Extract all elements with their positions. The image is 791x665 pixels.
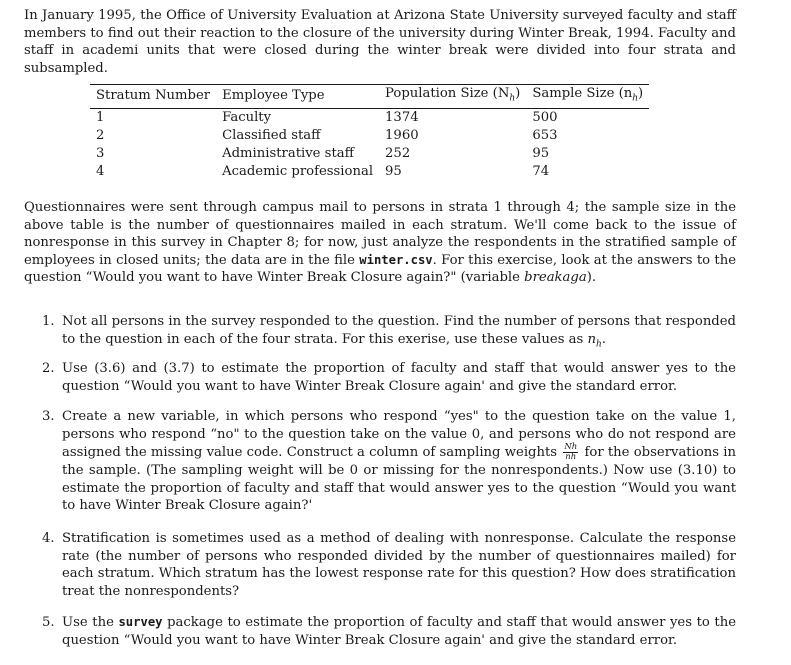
package-name: survey	[118, 615, 163, 629]
question-number: 3.	[42, 409, 55, 424]
cell-population: 1960	[385, 128, 419, 144]
question-number: 4.	[42, 531, 55, 546]
cell-stratum: 2	[96, 128, 105, 144]
question-4	[42, 530, 736, 600]
cell-stratum: 4	[96, 164, 105, 180]
variable-name: breakaga	[524, 270, 587, 286]
cell-population: 1374	[385, 109, 419, 125]
table-row	[90, 108, 649, 127]
table-row	[90, 163, 649, 181]
cell-employee-type: Classified staff	[222, 128, 321, 144]
header-employee-type: Employee Type	[216, 85, 379, 109]
question-text: Stratification is sometimes used as a method of dealing with nonresponse. Calculate the response rate (the number of persons who responded divided by the number of questionnaires mailed) for each stratum. Which stratum has the lowest response rate for this question? How does stratification treat the nonrespondents?	[62, 531, 736, 599]
cell-population: 252	[385, 146, 411, 162]
cell-stratum: 1	[96, 109, 105, 125]
header-sample-size: Sample Size $(n_h)$	[526, 85, 649, 109]
cell-stratum: 3	[96, 146, 105, 162]
intro-paragraph: In January 1995, the Office of University Evaluation at Arizona State University surveyed faculty and staff members to find out their reaction to the closure of the university during Winter Break, 1994. Faculty and staff in academi units that were closed during the winter break were divided into four strata and subsampled.	[24, 8, 736, 76]
cell-sample: 74	[532, 164, 550, 180]
weight-fraction: $\frac{Nh}{nh}$	[564, 442, 578, 463]
cell-employee-type: Administrative staff	[222, 146, 354, 162]
question-text: Use the survey package to estimate the proportion of faculty and staff that would answer yes to the question “Would you want to have Winter Break Closure again' and give the standard error.	[62, 615, 737, 648]
question-text: Create a new variable, in which persons who respond “yes" to the question take on the value 1, persons who respond “no" to the question take on the value 0, and persons who do not respond are assigned the missing value code. Construct a column of sampling weights $\frac{Nh}{nh}$ for the observations in the sample. (The sampling weight will be 0 or missing for the nonrespondents.) Now use (3.10) to estimate the proportion of faculty and staff that would answer yes to the question “Would you want to have Winter Break Closure again?'	[62, 409, 736, 514]
question-5	[42, 614, 736, 649]
cell-population: 95	[385, 164, 402, 180]
question-number: 1.	[42, 314, 55, 329]
body-paragraph: Questionnaires were sent through campus mail to persons in strata 1 through 4; the sample size in the above table is the number of questionnaires mailed in each stratum. We'll come back to the issue of nonresponse in this survey in Chapter 8; for now, just analyze the respondents in the stratified sample of employees in closed units; the data are in the file winter.csv. For this exercise, look at the answers to the question “Would you want to have Winter Break Closure again?" (variable breakaga).	[24, 200, 737, 286]
question-text: Use (3.6) and (3.7) to estimate the proportion of faculty and staff that would answer yes to the question “Would you want to have Winter Break Closure again' and give the standard error.	[62, 361, 736, 394]
cell-sample: 653	[532, 128, 558, 144]
question-3	[42, 408, 736, 515]
table-row	[90, 127, 649, 145]
table-header-row	[90, 85, 649, 109]
strata-table	[90, 84, 649, 182]
table-row	[90, 145, 649, 163]
header-population-size: Population Size $(N_h)$	[379, 85, 526, 109]
cell-employee-type: Academic professional	[222, 164, 374, 180]
question-2	[42, 360, 736, 395]
data-file-name: winter.csv	[359, 252, 433, 267]
question-number: 2.	[42, 361, 55, 376]
question-number: 5.	[42, 615, 55, 630]
header-stratum-number: Stratum Number	[90, 85, 216, 109]
question-1	[42, 313, 736, 354]
cell-sample: 95	[532, 146, 550, 162]
cell-sample: 500	[532, 109, 558, 125]
cell-employee-type: Faculty	[222, 109, 272, 125]
question-text: Not all persons in the survey responded to the question. Find the number of persons that responded to the question in each of the four strata. For this exerise, use these values as $n_h$.	[62, 314, 736, 350]
